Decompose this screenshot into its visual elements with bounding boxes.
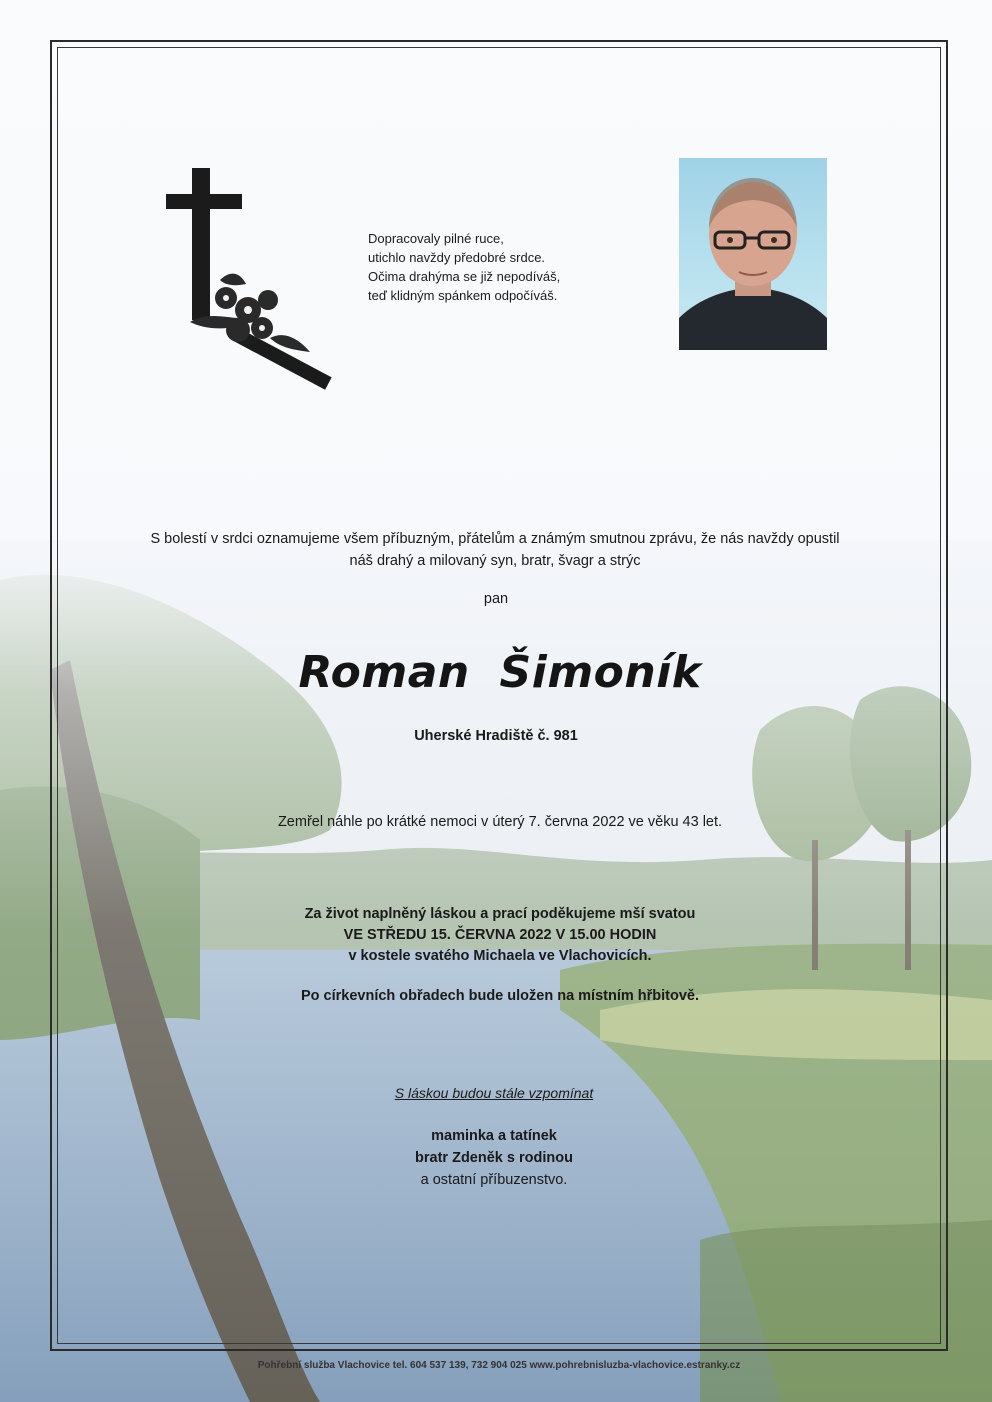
burial-notice: Po církevních obřadech bude uložen na místním hřbitově. <box>300 988 700 1004</box>
mourners-list <box>0 1125 988 1191</box>
funeral-date: VE STŘEDU 15. ČERVNA 2022 V 15.00 HODIN <box>343 927 657 943</box>
mourner-item: bratr Zdeněk s rodinou <box>415 1150 573 1166</box>
portrait-photo <box>679 158 827 350</box>
last-name: Šimoník <box>499 647 702 698</box>
announcement <box>100 528 890 572</box>
remembrance-heading: S láskou budou stále vzpomínat <box>394 1085 594 1101</box>
death-notice: Zemřel náhle po krátké nemoci v úterý 7. června 2022 ve věku 43 let. <box>277 814 723 830</box>
verse-line: Očima drahýma se již nepodíváš, <box>368 269 561 284</box>
memorial-verse <box>368 229 628 305</box>
verse-line: teď klidným spánkem odpočíváš. <box>368 288 558 303</box>
verse-line: Dopracovaly pilné ruce, <box>368 231 504 246</box>
announcement-line: náš drahý a milovaný syn, bratr, švagr a strýc <box>349 553 641 569</box>
funeral-service-footer: Pohřební služba Vlachovice tel. 604 537 139, 732 904 025 www.pohrebnisluzba-vlachovice.estranky.cz <box>257 1360 741 1371</box>
title-word: pan <box>483 591 509 607</box>
verse-line: utichlo navždy předobré srdce. <box>368 250 546 265</box>
funeral-details <box>0 904 992 967</box>
deceased-address: Uherské Hradiště č. 981 <box>414 728 578 744</box>
funeral-line: Za život naplněný láskou a prací poděkujeme mší svatou <box>304 906 696 922</box>
deceased-name <box>0 647 992 698</box>
mourner-item: maminka a tatínek <box>431 1128 557 1144</box>
announcement-line: S bolestí v srdci oznamujeme všem příbuzným, přátelům a známým smutnou zprávu, že nás navždy opustil <box>150 531 840 547</box>
cross-with-roses-icon <box>160 160 340 390</box>
mourner-item: a ostatní příbuzenstvo. <box>420 1172 568 1188</box>
funeral-place: v kostele svatého Michaela ve Vlachovicích. <box>348 948 652 964</box>
first-name: Roman <box>298 647 470 698</box>
